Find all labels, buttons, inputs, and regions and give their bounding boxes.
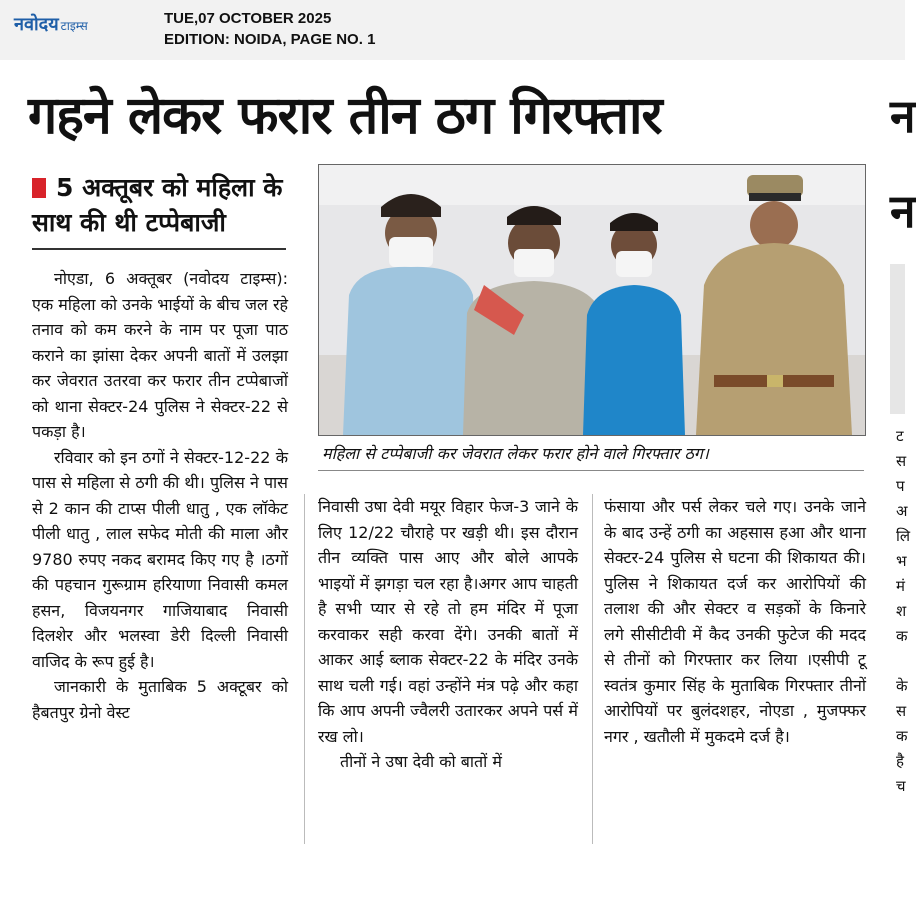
edition-info [164, 8, 375, 50]
logo-sub-text: टाइम्स [60, 19, 88, 33]
fragment-letter: ट [896, 427, 904, 445]
fragment-letter: स [896, 452, 907, 470]
article-subheadline [32, 170, 292, 240]
column-divider [304, 494, 305, 844]
fragment-letter: के [896, 677, 908, 695]
fragment-letter: लि [896, 527, 911, 545]
fragment-letter: क [896, 727, 908, 745]
adjacent-headline-fragment: न [890, 89, 916, 143]
article-column-3 [604, 494, 866, 749]
edition-date: TUE,07 OCTOBER 2025 [164, 10, 332, 27]
adjacent-article-strip [890, 84, 916, 844]
column-2-paragraph: तीनों ने उषा देवी को बातों में [340, 752, 502, 771]
newspaper-logo[interactable] [14, 12, 88, 34]
fragment-letter: अ [896, 502, 908, 520]
column-divider [592, 494, 593, 844]
column-1-paragraph: जानकारी के मुताबिक 5 अक्टूबर को हैबतपुर ग्रेनो वेस्ट [32, 677, 288, 722]
article-column-2 [318, 494, 578, 775]
fragment-letter: च [896, 777, 906, 795]
fragment-letter: प [896, 477, 905, 495]
subheadline-text: 5 अक्तूबर को महिला के साथ की थी टप्पेबाजी [32, 173, 283, 237]
column-1-paragraph: रविवार को इन ठगों ने सेक्टर-12-22 के पास से महिला से ठगी की थी। पुलिस ने पास से 2 कान की टाप्स पीली धातु , एक लॉकेट पीली धातु , लाल सफेद मोती की माला और 9780 रुपए नकद बरामद किए गए है ।ठगों की पहचान गुरूग्राम हरियाणा निवासी कमल हसन, विजयनगर गाजियाबाद निवासी दिलशेर और भलस्वा डेरी दिल्ली निवासी वाजिद के रूप हुई है। [32, 447, 288, 671]
logo-main-text: नवोदय [14, 14, 59, 35]
subheadline-rule [32, 248, 286, 250]
fragment-letter: क [896, 627, 908, 645]
fragment-letter: भ [896, 552, 907, 570]
masthead-bar [0, 0, 905, 60]
column-1-paragraph: नोएडा, 6 अक्तूबर (नवोदय टाइम्स): एक महिला को उनके भाईयों के बीच जल रहे तनाव को कम करने के नाम पर पूजा पाठ कराने का झांसा देकर अपनी बातों में उलझा कर जेवरात उतरवा कर फरार तीन टप्पेबाजों को थाना सेक्टर-24 पुलिस ने सेक्टर-22 से पकड़ा है। [32, 269, 288, 441]
red-bullet-icon [32, 178, 46, 198]
fragment-letter: श [896, 602, 907, 620]
article-headline: गहने लेकर फरार तीन ठग गिरफ्तार [28, 86, 662, 146]
edition-page: EDITION: NOIDA, PAGE NO. 1 [164, 31, 376, 48]
arrested-men-photo [319, 165, 865, 435]
column-3-paragraph: फंसाया और पर्स लेकर चले गए। उनके जाने के बाद उन्हें ठगी का अहसास हआ और थाना सेक्टर-24 पुलिस से घटना की शिकायत की। पुलिस ने शिकायत दर्ज कर आरोपियों की तलाश की और सेक्टर व सड़कों के किनारे लगे सीसीटीवी में कैद उनकी फुटेज की मदद से तीनों को गिरफ्तार कर लिया ।एसीपी टू स्वतंत्र कुमार सिंह के मुताबिक गिरफ्तार तीनों आरोपियों पर बुलंदशहर, नोएडा , मुजफ्फर नगर , खतौली में मुकदमे दर्ज है। [604, 497, 866, 746]
photo-caption: महिला से टप्पेबाजी कर जेवरात लेकर फरार होने वाले गिरफ्तार ठग। [322, 444, 709, 463]
fragment-letter [896, 649, 910, 674]
fragment-letter: है [896, 752, 904, 770]
adjacent-text-fragment [896, 424, 910, 799]
fragment-letter: मं [896, 577, 905, 595]
caption-rule [318, 470, 864, 471]
fragment-letter: स [896, 702, 907, 720]
article-column-1 [32, 266, 288, 725]
column-2-paragraph: निवासी उषा देवी मयूर विहार फेज-3 जाने के लिए 12/22 चौराहे पर खड़ी थी। इस दौरान तीन व्यक्ति पास आए और बोले आपके भाइयों में झगड़ा चल रहा है।अगर आप चाहती है सभी प्यार से रहे तो हम मंदिर में पूजा करवाकर सही करवा देंगे। उनकी बातों में आकर आई ब्लाक सेक्टर-22 के मंदिर उनके साथ चली गई। वहां उन्होंने मंत्र पढ़े और कहा कि आप अपनी ज्वैलरी उतारकर अपने पर्स में रख लो। [318, 497, 578, 746]
adjacent-headline-fragment: न [890, 184, 916, 238]
adjacent-photo-fragment [890, 264, 905, 414]
article-photo [318, 164, 866, 436]
